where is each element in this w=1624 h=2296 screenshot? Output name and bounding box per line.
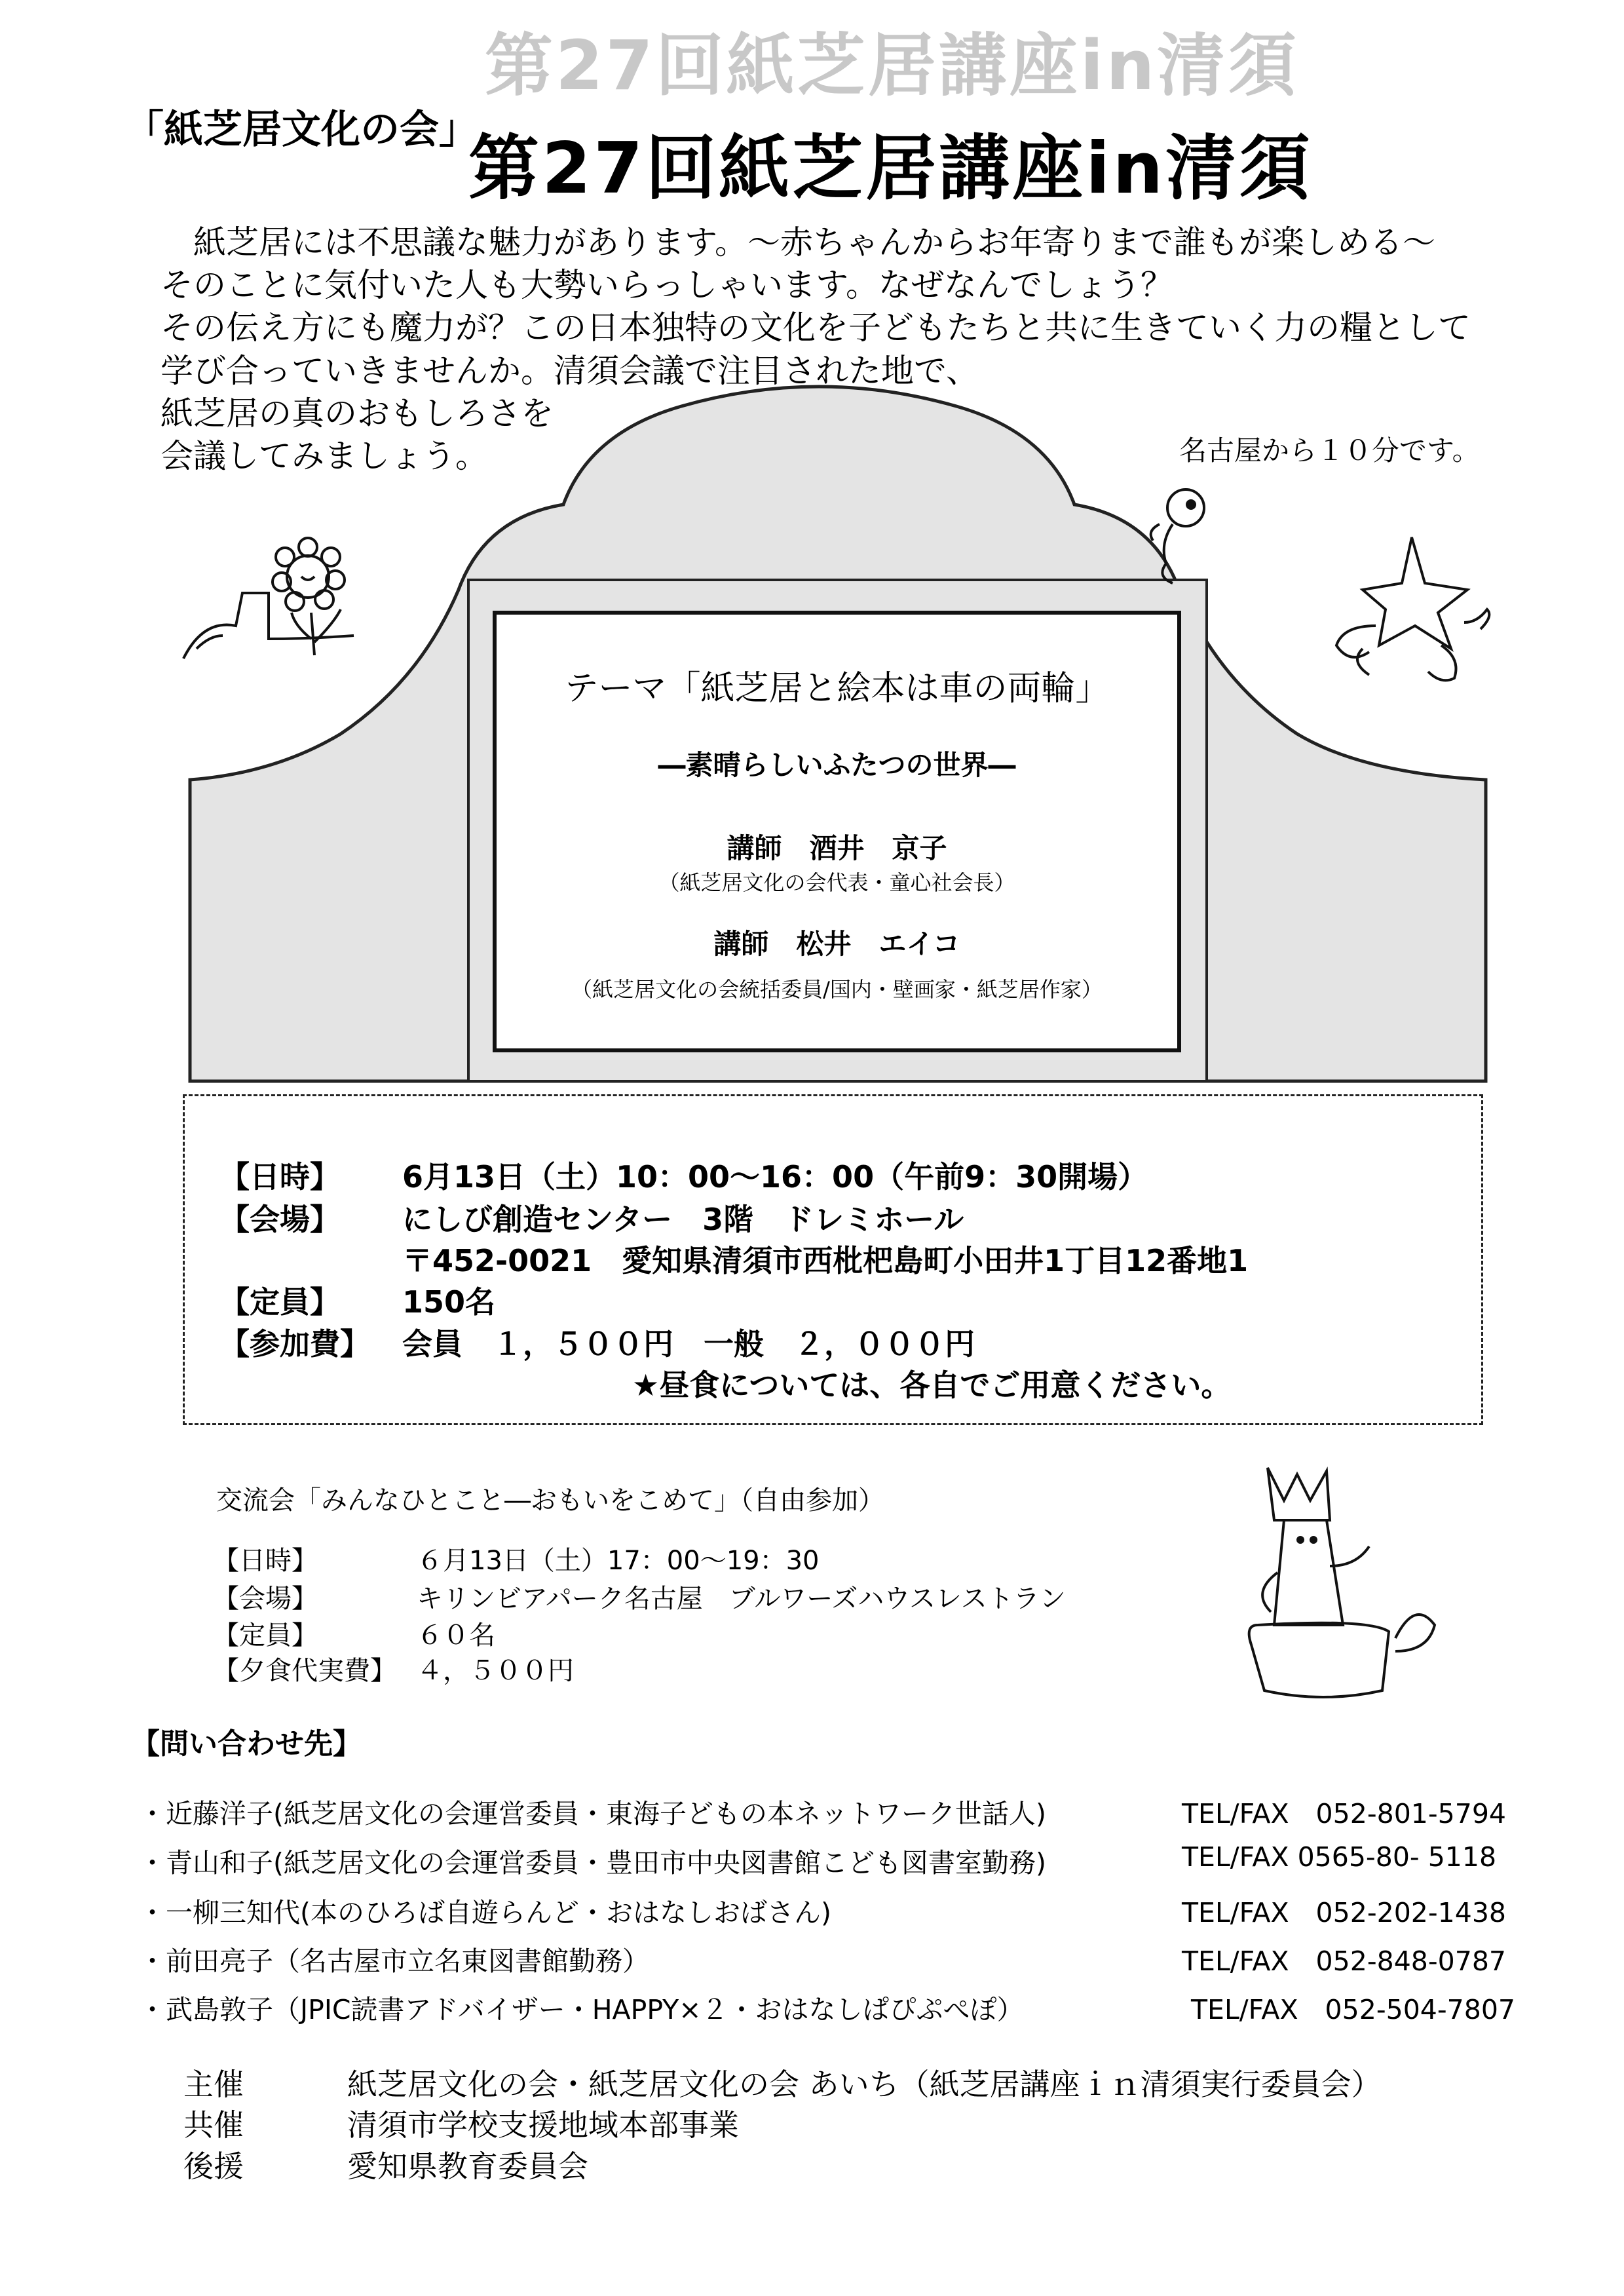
contact-tel: TEL/FAX 052-504-7807 [1191, 1994, 1516, 2025]
contact-tel: TEL/FAX 052-801-5794 [1182, 1798, 1507, 1829]
lecturer-name: 講師 酒井 京子 [727, 832, 947, 864]
social-value: キリンビアパーク名古屋 ブルワーズハウスレストラン [417, 1584, 1066, 1614]
contact-person: ・近藤洋子(紙芝居文化の会運営委員・東海子どもの本ネットワーク世話人) [139, 1798, 1046, 1829]
info-value: にしび創造センター 3階 ドレミホール [402, 1202, 964, 1237]
info-label: 【会場】 [219, 1202, 340, 1237]
social-label: 【日時】 [213, 1546, 318, 1576]
sponsor-value: 紙芝居文化の会・紙芝居文化の会 あいち（紙芝居講座ｉｎ清須実行委員会） [347, 2067, 1382, 2102]
organization-name: 「紙芝居文化の会」 [124, 107, 478, 153]
theme-title: テーマ「紙芝居と絵本は車の両輪」 [564, 669, 1110, 708]
page-title: 第27回紙芝居講座in清須 [468, 128, 1313, 210]
access-note: 名古屋から１０分です。 [1179, 434, 1480, 467]
intro-line: 紙芝居の真のおもしろさを [161, 394, 554, 432]
info-label: 【定員】 [219, 1284, 340, 1320]
contact-person: ・一柳三知代(本のひろば自遊らんど・おはなしおばさん) [139, 1897, 831, 1928]
contact-tel: TEL/FAX 052-848-0787 [1182, 1945, 1507, 1977]
social-label: 【定員】 [213, 1620, 318, 1651]
sponsor-label: 後援 [183, 2149, 244, 2184]
intro-line: 学び合っていきませんか。清須会議で注目された地で、 [161, 352, 979, 390]
intro-line: そのことに気付いた人も大勢いらっしゃいます。なぜなんでしょう？ [161, 266, 1173, 304]
intro-line: 会議してみましょう。 [161, 437, 488, 475]
flower-icon [183, 538, 354, 659]
info-value: 〒452-0021 愛知県清須市西枇杷島町小田井1丁目12番地1 [402, 1243, 1249, 1278]
info-value: 会員 １，５００円 一般 ２，０００円 [402, 1326, 975, 1362]
social-title: 交流会「みんなひとこと―おもいをこめて」（自由参加） [216, 1485, 884, 1516]
info-value: 6月13日（土）10：00～16：00（午前9：30開場） [402, 1159, 1148, 1195]
lunch-note: ★昼食については、各自でご用意ください。 [632, 1368, 1232, 1403]
contact-person: ・武島敦子（JPIC読書アドバイザー・HAPPY×２・おはなしぱぴぷぺぽ） [139, 1994, 1024, 2025]
title-shadow: 第27回紙芝居講座in清須 [485, 26, 1299, 105]
star-character-icon [1336, 537, 1489, 680]
sponsor-label: 主催 [183, 2067, 244, 2102]
sponsor-value: 清須市学校支援地域本部事業 [347, 2107, 739, 2143]
sponsor-label: 共催 [183, 2107, 244, 2143]
info-label: 【参加費】 [219, 1326, 370, 1362]
contact-person: ・青山和子(紙芝居文化の会運営委員・豊田市中央図書館こども図書室勤務) [139, 1847, 1046, 1879]
social-value: ６０名 [417, 1620, 495, 1651]
theme-subtitle: ―素晴らしいふたつの世界― [658, 749, 1016, 781]
info-label: 【日時】 [219, 1159, 340, 1195]
intro-line: その伝え方にも魔力が？この日本独特の文化を子どもたちと共に生きていく力の糧として [161, 309, 1471, 347]
social-label: 【会場】 [213, 1584, 318, 1614]
info-value: 150名 [402, 1284, 496, 1320]
social-label: 【夕食代実費】 [213, 1656, 396, 1686]
social-value: ６月13日（土）17：00～19：30 [417, 1546, 820, 1576]
lecturer-name: 講師 松井 エイコ [713, 928, 960, 960]
sponsor-value: 愛知県教育委員会 [347, 2149, 588, 2184]
king-character-icon [1249, 1468, 1435, 1697]
contact-tel: TEL/FAX 052-202-1438 [1182, 1897, 1507, 1928]
intro-line: 紙芝居には不思議な魅力があります。～赤ちゃんからお年寄りまで誰もが楽しめる～ [161, 223, 1435, 261]
contact-person: ・前田亮子（名古屋市立名東図書館勤務） [139, 1945, 649, 1977]
lecturer-affiliation: （紙芝居文化の会代表・童心社会長） [658, 870, 1015, 895]
lecturer-affiliation: （紙芝居文化の会統括委員/国内・壁画家・紙芝居作家） [571, 977, 1103, 1002]
social-value: ４，５００円 [417, 1656, 574, 1686]
contact-tel: TEL/FAX 0565-80- 5118 [1182, 1841, 1497, 1873]
contacts-title: 【問い合わせ先】 [131, 1727, 362, 1761]
